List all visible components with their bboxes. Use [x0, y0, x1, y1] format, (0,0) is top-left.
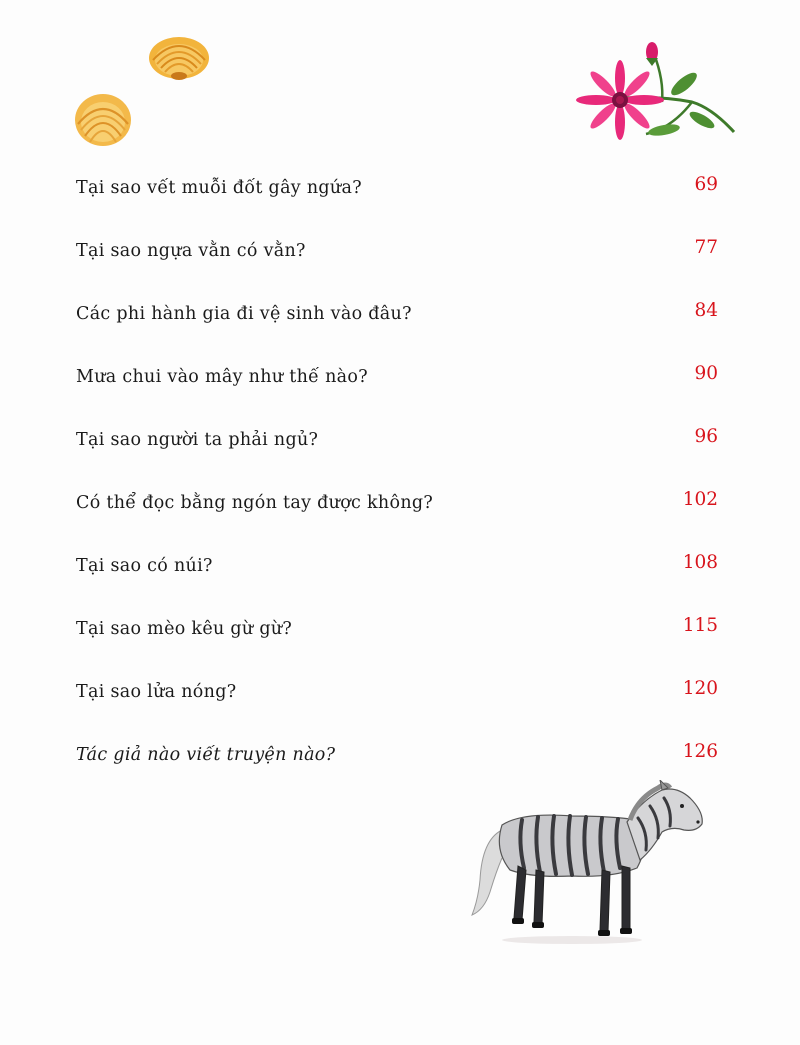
toc-entry[interactable]: [76, 548, 718, 611]
seashell-icon: [143, 30, 213, 82]
toc-entry[interactable]: [76, 359, 718, 422]
toc-entry-title: Tại sao mèo kêu gừ gừ?: [76, 619, 293, 639]
zebra-horse-illustration: [462, 780, 712, 950]
toc-entry[interactable]: [76, 485, 718, 548]
toc-entry-page-number: 77: [694, 237, 718, 258]
flower-illustration: [572, 40, 738, 144]
toc-entry-title: Tác giả nào viết truyện nào?: [76, 745, 336, 765]
toc-entry-title: Có thể đọc bằng ngón tay được không?: [76, 493, 434, 513]
toc-entry[interactable]: [76, 674, 718, 737]
toc-entry[interactable]: [76, 422, 718, 485]
toc-entry-page-number: 108: [682, 552, 718, 573]
toc-entry-title: Mưa chui vào mây như thế nào?: [76, 367, 368, 387]
toc-entry-page-number: 120: [682, 678, 718, 699]
table-of-contents: [76, 170, 718, 800]
toc-entry-page-number: 126: [682, 741, 718, 762]
toc-entry-title: Tại sao người ta phải ngủ?: [76, 430, 319, 450]
toc-entry-page-number: 102: [682, 489, 718, 510]
toc-entry-page-number: 90: [694, 363, 718, 384]
toc-entry-page-number: 115: [682, 615, 718, 636]
toc-entry[interactable]: [76, 233, 718, 296]
toc-entry[interactable]: [76, 170, 718, 233]
toc-entry[interactable]: [76, 611, 718, 674]
toc-entry[interactable]: [76, 296, 718, 359]
toc-entry-title: Tại sao ngựa vằn có vằn?: [76, 241, 306, 261]
toc-entry-title: Tại sao có núi?: [76, 556, 213, 576]
seashell-icon: [72, 90, 134, 150]
toc-entry-title: Các phi hành gia đi vệ sinh vào đâu?: [76, 304, 412, 324]
toc-entry-page-number: 96: [694, 426, 718, 447]
toc-entry-page-number: 84: [694, 300, 718, 321]
toc-entry-title: Tại sao vết muỗi đốt gây ngứa?: [76, 178, 362, 198]
toc-entry-page-number: 69: [694, 174, 718, 195]
toc-entry-title: Tại sao lửa nóng?: [76, 682, 237, 702]
